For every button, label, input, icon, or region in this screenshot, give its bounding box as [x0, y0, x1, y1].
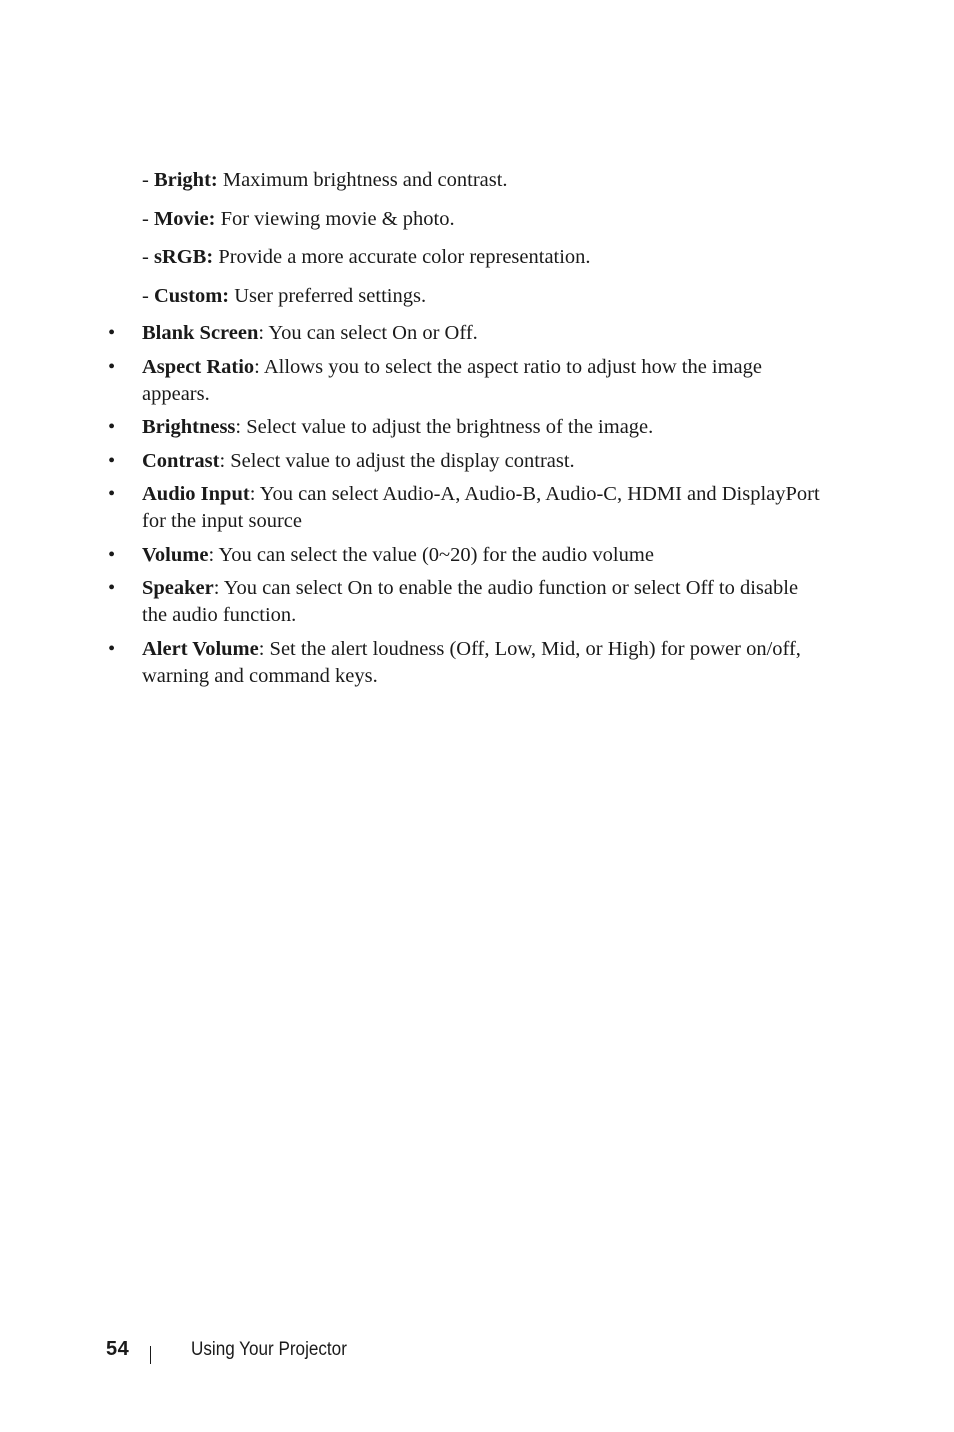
bullet-term: Blank Screen	[142, 322, 259, 344]
bullet-brightness	[108, 414, 828, 441]
bullet-dot-icon: •	[108, 449, 116, 472]
option-prefix: -	[142, 207, 154, 230]
option-term: Custom:	[153, 285, 230, 308]
bullet-description: : You can select Audio-A, Audio-B, Audio-C, HDMI and DisplayPort for the input source	[142, 483, 820, 532]
bullet-term: Speaker	[142, 577, 214, 599]
footer-chapter-title: Using Your Projector	[191, 1339, 347, 1360]
option-prefix: -	[142, 169, 154, 191]
bullet-term: Contrast	[142, 449, 220, 472]
option-term: Bright:	[153, 169, 218, 191]
bullet-term: Alert Volume	[142, 637, 259, 660]
option-prefix: -	[142, 285, 154, 308]
option-term: Movie:	[153, 207, 216, 230]
bullet-description: : You can select the value (0~20) for the audio volume	[208, 543, 654, 566]
option-description: Provide a more accurate color representation.	[213, 246, 591, 269]
option-description: Maximum brightness and contrast.	[217, 169, 508, 191]
bullet-dot-icon: •	[108, 483, 116, 505]
bullet-alert-volume	[108, 636, 828, 690]
bullet-description: : Allows you to select the aspect ratio to adjust how the image appears.	[142, 355, 763, 405]
bullet-dot-icon: •	[108, 637, 116, 660]
option-prefix: -	[142, 246, 154, 269]
bullet-description: : You can select On or Off.	[258, 322, 478, 344]
bullet-volume	[108, 542, 828, 569]
option-term: sRGB:	[153, 246, 214, 269]
page-footer	[0, 1336, 954, 1366]
bullet-blank-screen	[108, 320, 828, 347]
bullet-dot-icon: •	[108, 416, 116, 438]
bullet-description: : You can select On to enable the audio function or select Off to disable the audio function.	[142, 577, 799, 626]
bullet-description: : Set the alert loudness (Off, Low, Mid, or High) for power on/off, warning and command keys.	[142, 637, 801, 687]
settings-bullet-list	[108, 320, 828, 696]
option-custom	[142, 282, 591, 310]
bullet-dot-icon: •	[108, 577, 116, 599]
bullet-contrast	[108, 448, 828, 475]
bullet-term: Brightness	[142, 416, 236, 438]
bullet-dot-icon: •	[108, 543, 116, 566]
bullet-dot-icon: •	[108, 355, 116, 378]
bullet-aspect-ratio	[108, 354, 828, 408]
footer-divider	[150, 1346, 151, 1364]
color-mode-options	[142, 166, 591, 321]
option-description: For viewing movie & photo.	[215, 207, 455, 230]
bullet-term: Aspect Ratio	[142, 355, 255, 378]
bullet-description: : Select value to adjust the brightness of the image.	[235, 416, 654, 438]
option-srgb	[142, 243, 591, 271]
option-description: User preferred settings.	[229, 285, 427, 308]
bullet-dot-icon: •	[108, 322, 116, 344]
option-bright	[142, 166, 591, 194]
bullet-term: Audio Input	[142, 483, 250, 505]
option-movie	[142, 205, 591, 233]
page-number: 54	[106, 1338, 130, 1360]
bullet-term: Volume	[142, 543, 209, 566]
bullet-speaker	[108, 575, 828, 629]
bullet-audio-input	[108, 481, 828, 535]
bullet-description: : Select value to adjust the display contrast.	[219, 449, 575, 472]
